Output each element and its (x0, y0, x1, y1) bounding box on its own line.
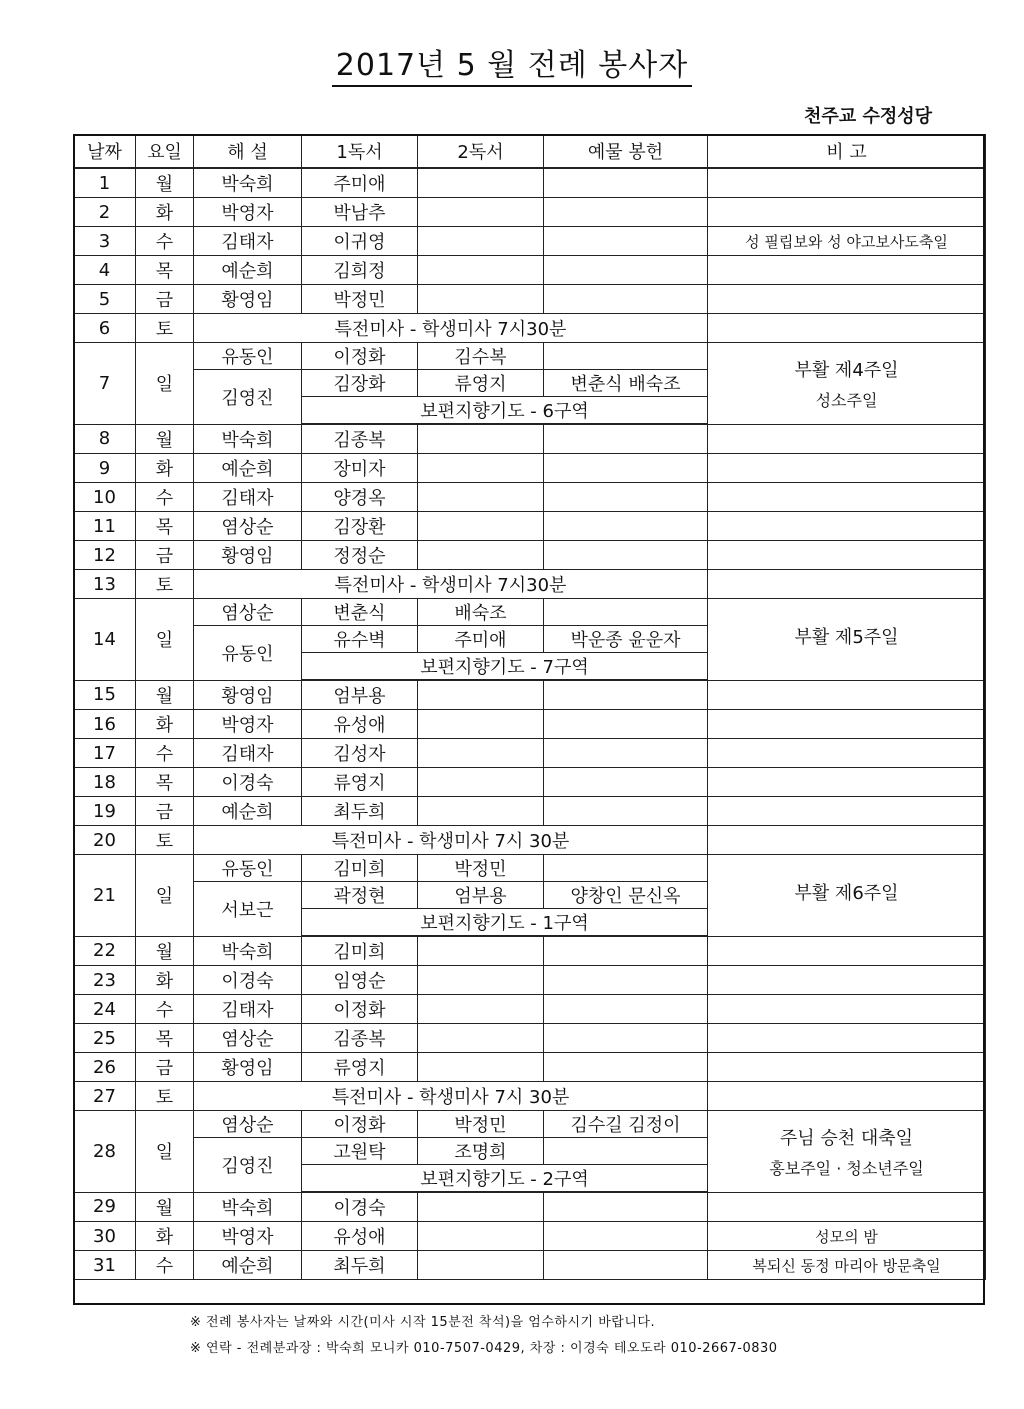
day-cell: 토 (136, 1082, 194, 1111)
day-cell: 목 (136, 1024, 194, 1053)
header-offertory: 예물 봉헌 (544, 135, 708, 169)
saturday-row (74, 826, 986, 855)
reading1-cell: 변춘식 (302, 599, 418, 626)
commentator-cell: 김태자 (194, 227, 302, 256)
date-cell: 8 (74, 424, 136, 454)
reading2-cell (418, 198, 544, 227)
reading2-cell (418, 680, 544, 710)
reading1-cell: 유성애 (302, 710, 418, 739)
header-reading2: 2독서 (418, 135, 544, 169)
note-cell (708, 454, 986, 483)
reading1-cell: 이정화 (302, 343, 418, 370)
prayer-cell: 보편지향기도 - 2구역 (302, 1165, 708, 1193)
reading1-cell: 주미애 (302, 168, 418, 198)
reading2-cell (418, 227, 544, 256)
reading2-cell (418, 541, 544, 570)
parish-name: 천주교 수정성당 (804, 106, 932, 127)
reading1-cell: 류영지 (302, 768, 418, 797)
note-cell (708, 1082, 986, 1111)
reading2-cell: 조명희 (418, 1138, 544, 1165)
date-cell: 20 (74, 826, 136, 855)
saturday-row (74, 314, 986, 343)
day-cell: 화 (136, 966, 194, 995)
commentator-cell: 염상순 (194, 1024, 302, 1053)
sunday-note-cell (708, 1111, 986, 1193)
reading2-cell (418, 797, 544, 826)
date-cell: 28 (74, 1111, 136, 1193)
day-cell: 금 (136, 797, 194, 826)
offertory-cell (544, 995, 708, 1024)
day-cell: 일 (136, 343, 194, 425)
date-cell: 24 (74, 995, 136, 1024)
offertory-cell (544, 198, 708, 227)
table-row (74, 541, 986, 570)
sunday-row (74, 343, 986, 370)
commentator-cell: 박숙희 (194, 936, 302, 966)
reading1-cell: 이경숙 (302, 1192, 418, 1222)
day-cell: 금 (136, 541, 194, 570)
day-cell: 화 (136, 710, 194, 739)
reading1-cell: 이정화 (302, 995, 418, 1024)
table-row (74, 512, 986, 541)
reading1-cell: 김종복 (302, 1024, 418, 1053)
day-cell: 토 (136, 314, 194, 343)
date-cell: 26 (74, 1053, 136, 1082)
offertory-cell: 변춘식 배숙조 (544, 370, 708, 397)
reading1-cell: 김미희 (302, 855, 418, 882)
offertory-cell (544, 483, 708, 512)
table-row (74, 797, 986, 826)
table-row (74, 483, 986, 512)
commentator-cell: 황영임 (194, 541, 302, 570)
day-cell: 화 (136, 454, 194, 483)
date-cell: 25 (74, 1024, 136, 1053)
note-cell (708, 768, 986, 797)
reading1-cell: 박정민 (302, 285, 418, 314)
day-cell: 목 (136, 256, 194, 285)
sunday-note-cell (708, 855, 986, 937)
sunday-feast: 부활 제4주일 (794, 359, 899, 381)
commentator-cell: 김영진 (194, 370, 302, 425)
note-cell (708, 1024, 986, 1053)
commentator-cell: 염상순 (194, 512, 302, 541)
day-cell: 토 (136, 826, 194, 855)
day-cell: 수 (136, 483, 194, 512)
reading1-cell: 유수벽 (302, 626, 418, 653)
date-cell: 10 (74, 483, 136, 512)
commentator-cell: 김태자 (194, 483, 302, 512)
offertory-cell (544, 710, 708, 739)
saturday-mass-cell: 특전미사 - 학생미사 7시30분 (194, 314, 708, 343)
commentator-cell: 유동인 (194, 343, 302, 370)
reading1-cell: 장미자 (302, 454, 418, 483)
reading2-cell: 류영지 (418, 370, 544, 397)
sunday-row (74, 599, 986, 626)
table-row (74, 256, 986, 285)
reading2-cell (418, 739, 544, 768)
saturday-mass-cell: 특전미사 - 학생미사 7시30분 (194, 570, 708, 599)
day-cell: 수 (136, 995, 194, 1024)
commentator-cell: 박영자 (194, 710, 302, 739)
reading2-cell: 주미애 (418, 626, 544, 653)
day-cell: 화 (136, 1222, 194, 1251)
note-cell (708, 797, 986, 826)
reading2-cell (418, 285, 544, 314)
table-row (74, 168, 986, 198)
day-cell: 월 (136, 680, 194, 710)
offertory-cell (544, 541, 708, 570)
commentator-cell: 김태자 (194, 739, 302, 768)
date-cell: 6 (74, 314, 136, 343)
offertory-cell (544, 512, 708, 541)
note-cell (708, 483, 986, 512)
table-row (74, 995, 986, 1024)
commentator-cell: 예순희 (194, 1251, 302, 1280)
offertory-cell: 양창인 문신옥 (544, 882, 708, 909)
commentator-cell: 이경숙 (194, 768, 302, 797)
commentator-cell: 박영자 (194, 198, 302, 227)
commentator-cell: 김영진 (194, 1138, 302, 1193)
sunday-note-cell (708, 599, 986, 681)
offertory-cell (544, 454, 708, 483)
reading1-cell: 곽정현 (302, 882, 418, 909)
commentator-cell: 서보근 (194, 882, 302, 937)
reading1-cell: 정정순 (302, 541, 418, 570)
reading2-cell: 박정민 (418, 855, 544, 882)
saturday-row (74, 1082, 986, 1111)
date-cell: 9 (74, 454, 136, 483)
note-cell (708, 1192, 986, 1222)
sunday-row (74, 855, 986, 882)
note-cell (708, 1053, 986, 1082)
offertory-cell (544, 227, 708, 256)
header-reading1: 1독서 (302, 135, 418, 169)
day-cell: 수 (136, 739, 194, 768)
table-row (74, 680, 986, 710)
offertory-cell (544, 424, 708, 454)
day-cell: 월 (136, 936, 194, 966)
note-cell (708, 680, 986, 710)
commentator-cell: 예순희 (194, 797, 302, 826)
sunday-feast: 주님 승천 대축일 (779, 1127, 914, 1149)
reading2-cell (418, 168, 544, 198)
offertory-cell (544, 256, 708, 285)
offertory-cell (544, 1192, 708, 1222)
reading1-cell: 고원탁 (302, 1138, 418, 1165)
reading1-cell: 최두희 (302, 1251, 418, 1280)
date-cell: 1 (74, 168, 136, 198)
offertory-cell: 박운종 윤운자 (544, 626, 708, 653)
header-day: 요일 (136, 135, 194, 169)
footer-contact: ※ 연락 - 전례분과장 : 박숙희 모니카 010-7507-0429, 차장 : 이경숙 테오도라 010-2667-0830 (190, 1341, 778, 1356)
sunday-feast: 부활 제6주일 (794, 883, 899, 905)
reading2-cell (418, 256, 544, 285)
reading1-cell: 이귀영 (302, 227, 418, 256)
day-cell: 월 (136, 1192, 194, 1222)
date-cell: 18 (74, 768, 136, 797)
offertory-cell (544, 168, 708, 198)
sunday-feast: 부활 제5주일 (794, 627, 899, 649)
date-cell: 4 (74, 256, 136, 285)
date-cell: 23 (74, 966, 136, 995)
offertory-cell: 김수길 김정이 (544, 1111, 708, 1138)
commentator-cell: 예순희 (194, 454, 302, 483)
commentator-cell: 박숙희 (194, 1192, 302, 1222)
date-cell: 30 (74, 1222, 136, 1251)
reading1-cell: 최두희 (302, 797, 418, 826)
date-cell: 29 (74, 1192, 136, 1222)
commentator-cell: 염상순 (194, 1111, 302, 1138)
date-cell: 17 (74, 739, 136, 768)
reading1-cell: 김미희 (302, 936, 418, 966)
saturday-mass-cell: 특전미사 - 학생미사 7시 30분 (194, 1082, 708, 1111)
reading1-cell: 이정화 (302, 1111, 418, 1138)
table-row (74, 768, 986, 797)
note-cell: 성 필립보와 성 야고보사도축일 (708, 227, 986, 256)
date-cell: 11 (74, 512, 136, 541)
prayer-cell: 보편지향기도 - 1구역 (302, 909, 708, 937)
date-cell: 12 (74, 541, 136, 570)
commentator-cell: 황영임 (194, 285, 302, 314)
date-cell: 3 (74, 227, 136, 256)
day-cell: 월 (136, 424, 194, 454)
table-row (74, 1024, 986, 1053)
reading2-cell (418, 424, 544, 454)
header-notes: 비 고 (708, 135, 986, 169)
note-cell (708, 424, 986, 454)
offertory-cell (544, 1222, 708, 1251)
reading2-cell: 박정민 (418, 1111, 544, 1138)
reading2-cell (418, 710, 544, 739)
page-title (0, 40, 1024, 84)
date-cell: 16 (74, 710, 136, 739)
commentator-cell: 염상순 (194, 599, 302, 626)
commentator-cell: 박숙희 (194, 424, 302, 454)
commentator-cell: 유동인 (194, 855, 302, 882)
note-cell: 성모의 밤 (708, 1222, 986, 1251)
reading2-cell (418, 995, 544, 1024)
day-cell: 토 (136, 570, 194, 599)
day-cell: 일 (136, 855, 194, 937)
offertory-cell (544, 599, 708, 626)
reading2-cell: 엄부용 (418, 882, 544, 909)
offertory-cell (544, 936, 708, 966)
table-row (74, 454, 986, 483)
commentator-cell: 김태자 (194, 995, 302, 1024)
commentator-cell: 박숙희 (194, 168, 302, 198)
sunday-row (74, 1111, 986, 1138)
table-row (74, 710, 986, 739)
date-cell: 7 (74, 343, 136, 425)
date-cell: 31 (74, 1251, 136, 1280)
offertory-cell (544, 768, 708, 797)
reading2-cell: 배숙조 (418, 599, 544, 626)
day-cell: 일 (136, 599, 194, 681)
note-cell (708, 541, 986, 570)
date-cell: 2 (74, 198, 136, 227)
reading1-cell: 김희정 (302, 256, 418, 285)
reading1-cell: 류영지 (302, 1053, 418, 1082)
reading2-cell (418, 936, 544, 966)
reading1-cell: 임영순 (302, 966, 418, 995)
offertory-cell (544, 797, 708, 826)
sunday-feast-sub: 홍보주일 · 청소년주일 (769, 1158, 924, 1178)
reading1-cell: 엄부용 (302, 680, 418, 710)
reading1-cell: 박남추 (302, 198, 418, 227)
reading2-cell (418, 966, 544, 995)
table-row (74, 936, 986, 966)
header-commentator: 해 설 (194, 135, 302, 169)
reading1-cell: 유성애 (302, 1222, 418, 1251)
date-cell: 22 (74, 936, 136, 966)
header-row (74, 135, 986, 169)
reading2-cell: 김수복 (418, 343, 544, 370)
offertory-cell (544, 1024, 708, 1053)
note-cell (708, 966, 986, 995)
note-cell (708, 995, 986, 1024)
note-cell (708, 570, 986, 599)
note-cell (708, 198, 986, 227)
table-row (74, 1222, 986, 1251)
sunday-note-cell (708, 343, 986, 425)
note-cell (708, 936, 986, 966)
commentator-cell: 황영임 (194, 1053, 302, 1082)
reading1-cell: 김종복 (302, 424, 418, 454)
note-cell (708, 710, 986, 739)
offertory-cell (544, 343, 708, 370)
note-cell (708, 826, 986, 855)
reading2-cell (418, 454, 544, 483)
saturday-mass-cell: 특전미사 - 학생미사 7시 30분 (194, 826, 708, 855)
prayer-cell: 보편지향기도 - 6구역 (302, 397, 708, 425)
offertory-cell (544, 1138, 708, 1165)
date-cell: 15 (74, 680, 136, 710)
date-cell: 14 (74, 599, 136, 681)
table-row (74, 227, 986, 256)
day-cell: 화 (136, 198, 194, 227)
schedule-body (74, 135, 986, 1280)
reading2-cell (418, 1192, 544, 1222)
reading2-cell (418, 1251, 544, 1280)
reading2-cell (418, 768, 544, 797)
note-cell (708, 512, 986, 541)
reading2-cell (418, 512, 544, 541)
date-cell: 27 (74, 1082, 136, 1111)
reading1-cell: 김장환 (302, 512, 418, 541)
commentator-cell: 예순희 (194, 256, 302, 285)
day-cell: 월 (136, 168, 194, 198)
date-cell: 5 (74, 285, 136, 314)
offertory-cell (544, 1251, 708, 1280)
offertory-cell (544, 680, 708, 710)
offertory-cell (544, 285, 708, 314)
date-cell: 13 (74, 570, 136, 599)
title-text: 2017년 5 월 전례 봉사자 (332, 48, 692, 87)
schedule-table (73, 134, 986, 1280)
offertory-cell (544, 966, 708, 995)
table-row (74, 424, 986, 454)
footer-note: ※ 전례 봉사자는 날짜와 시간(미사 시작 15분전 착석)을 엄수하시기 바랍니다. (190, 1315, 656, 1330)
table-row (74, 966, 986, 995)
day-cell: 금 (136, 1053, 194, 1082)
commentator-cell: 이경숙 (194, 966, 302, 995)
offertory-cell (544, 739, 708, 768)
date-cell: 19 (74, 797, 136, 826)
note-cell (708, 285, 986, 314)
day-cell: 일 (136, 1111, 194, 1193)
table-row (74, 198, 986, 227)
reading2-cell (418, 1024, 544, 1053)
reading1-cell: 김성자 (302, 739, 418, 768)
table-row (74, 1251, 986, 1280)
note-cell (708, 256, 986, 285)
commentator-cell: 박영자 (194, 1222, 302, 1251)
saturday-row (74, 570, 986, 599)
reading1-cell: 김장화 (302, 370, 418, 397)
reading2-cell (418, 1222, 544, 1251)
note-cell (708, 739, 986, 768)
note-cell (708, 314, 986, 343)
reading2-cell (418, 483, 544, 512)
offertory-cell (544, 1053, 708, 1082)
table-row (74, 739, 986, 768)
table-row (74, 1053, 986, 1082)
sunday-feast-sub: 성소주일 (815, 390, 878, 410)
day-cell: 금 (136, 285, 194, 314)
commentator-cell: 유동인 (194, 626, 302, 681)
note-cell: 복되신 동정 마리아 방문축일 (708, 1251, 986, 1280)
reading1-cell: 양경옥 (302, 483, 418, 512)
reading2-cell (418, 1053, 544, 1082)
day-cell: 목 (136, 768, 194, 797)
table-row (74, 1192, 986, 1222)
day-cell: 수 (136, 1251, 194, 1280)
offertory-cell (544, 855, 708, 882)
day-cell: 목 (136, 512, 194, 541)
note-cell (708, 168, 986, 198)
prayer-cell: 보편지향기도 - 7구역 (302, 653, 708, 681)
commentator-cell: 황영임 (194, 680, 302, 710)
table-row (74, 285, 986, 314)
day-cell: 수 (136, 227, 194, 256)
date-cell: 21 (74, 855, 136, 937)
header-date: 날짜 (74, 135, 136, 169)
